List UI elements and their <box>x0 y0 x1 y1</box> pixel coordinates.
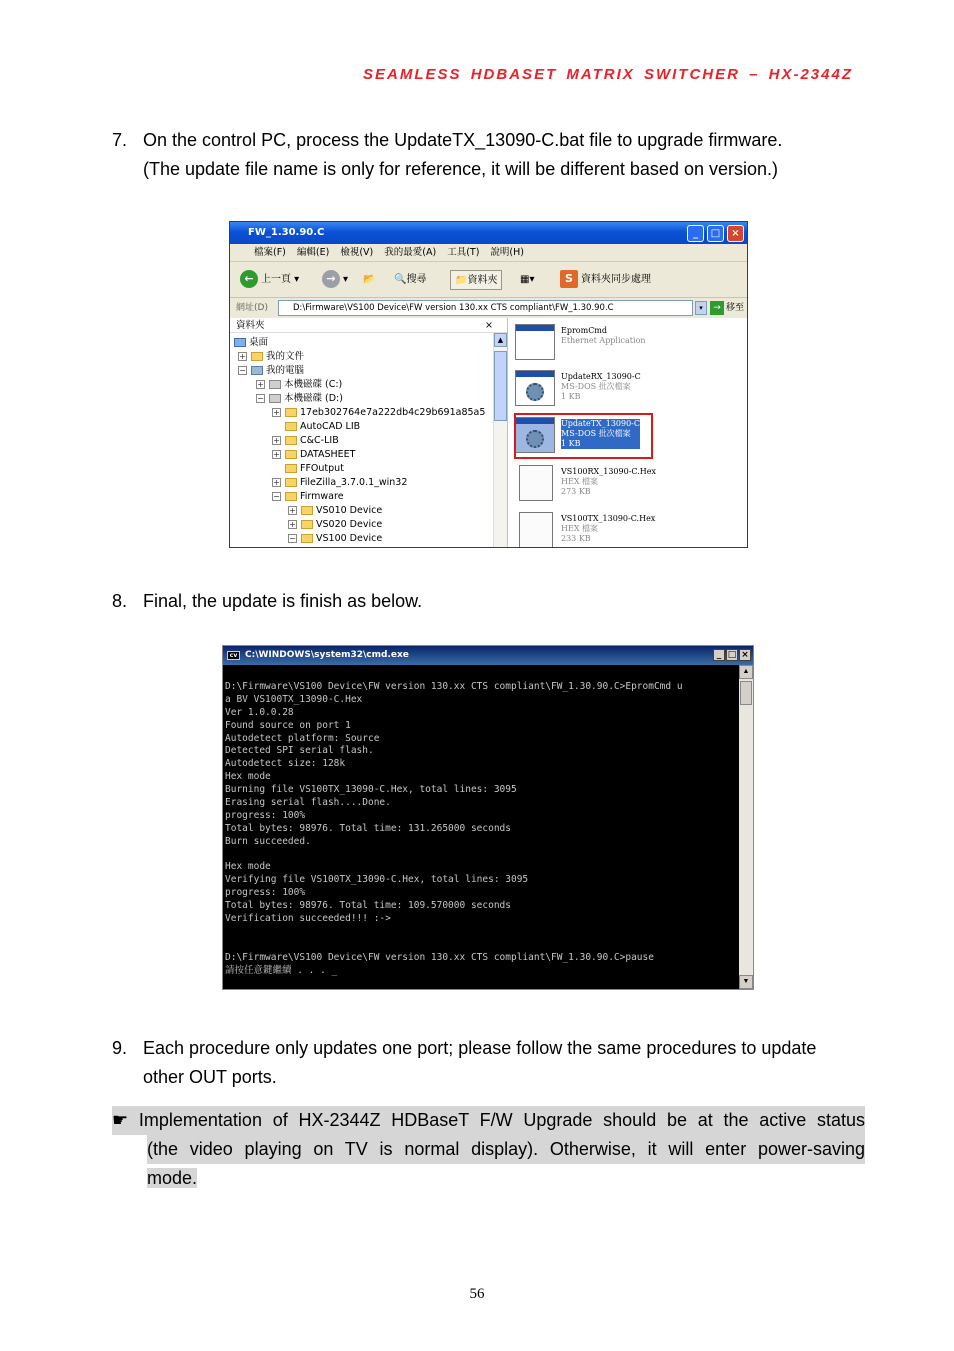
expand-icon[interactable]: + <box>239 352 246 361</box>
step-text-cont: (The update file name is only for reference, it will be different based on version.) <box>143 159 779 179</box>
folder-icon <box>285 492 297 501</box>
minimize-icon[interactable]: _ <box>713 649 725 661</box>
step-number: 7. <box>112 130 128 150</box>
console-line: Found source on port 1 <box>225 719 351 731</box>
explorer-window-screenshot <box>229 221 748 548</box>
folder-icon <box>285 436 297 445</box>
address-dropdown-icon[interactable]: ▾ <box>695 301 707 315</box>
folder-icon <box>301 506 313 515</box>
console-line: D:\Firmware\VS100 Device\FW version 130.xx CTS compliant\FW_1.30.90.C>EpromCmd u <box>225 681 683 692</box>
close-icon[interactable]: × <box>739 649 751 661</box>
address-bar <box>230 298 747 318</box>
tree-item[interactable]: − VS100 Device <box>289 533 383 544</box>
cmd-scrollbar[interactable] <box>739 665 753 989</box>
sync-button[interactable]: S 資料夾同步處理 <box>560 270 651 290</box>
folder-icon <box>285 478 297 487</box>
step-text: Each procedure only updates one port; please follow the same procedures to update <box>143 1038 817 1058</box>
cmd-title-bar <box>223 646 753 665</box>
console-line: Burning file VS100TX_13090-C.Hex, total lines: 3095 <box>225 784 517 796</box>
expand-icon[interactable]: + <box>273 478 280 487</box>
folder-icon <box>285 450 297 459</box>
expand-icon[interactable]: + <box>289 506 296 515</box>
explorer-menu-bar[interactable]: 檔案(F) 編輯(E) 檢視(V) 我的最愛(A) 工具(T) 說明(H) <box>230 244 747 262</box>
forward-button[interactable]: → ▾ <box>322 270 348 290</box>
scroll-thumb[interactable] <box>740 681 752 705</box>
console-line: 請按任意鍵繼續 . . . _ <box>225 964 338 976</box>
search-icon: 🔍 <box>394 274 407 285</box>
step-number: 8. <box>112 591 128 611</box>
explorer-title: FW_1.30.90.C <box>248 227 325 238</box>
note-line: mode. <box>147 1168 198 1188</box>
console-output <box>223 665 739 989</box>
go-button[interactable]: → 移至 <box>696 298 744 318</box>
console-line: Hex mode <box>225 771 271 783</box>
folder-icon <box>301 520 313 529</box>
maximize-icon[interactable]: □ <box>727 650 737 660</box>
console-line: Burn succeeded. <box>225 835 311 847</box>
console-line: Autodetect platform: Source <box>225 732 380 744</box>
folder-tree-pane <box>230 318 508 548</box>
step-text: On the control PC, process the UpdateTX_13090-C.bat file to upgrade firmware. <box>143 130 783 150</box>
tree-item[interactable]: + VS010 Device <box>289 505 383 516</box>
tree-item[interactable]: + C&C-LIB <box>273 435 339 446</box>
tree-scrollbar[interactable] <box>493 333 507 548</box>
console-line <box>225 939 739 952</box>
file-item[interactable]: UpdateRX_13090-C MS-DOS 批次檔案 1 KB <box>515 368 745 412</box>
console-line: Hex mode <box>225 861 271 873</box>
console-line: Total bytes: 98976. Total time: 109.570000 seconds <box>225 900 511 912</box>
views-button[interactable]: ▦▾ <box>520 274 535 285</box>
console-line: Detected SPI serial flash. <box>225 745 374 757</box>
console-line: a BV VS100TX_13090-C.Hex <box>225 693 363 705</box>
folder-icon <box>285 408 297 417</box>
step-8 <box>112 587 422 616</box>
console-line: progress: 100% <box>225 809 306 821</box>
explorer-toolbar <box>230 262 747 298</box>
cmd-window-screenshot <box>222 645 754 990</box>
computer-icon <box>251 366 263 375</box>
back-arrow-icon: ← <box>240 270 258 288</box>
explorer-title-bar <box>230 222 747 244</box>
step-text-cont: other OUT ports. <box>143 1067 277 1087</box>
folder-icon: 📁 <box>455 275 468 286</box>
views-icon: ▦ <box>520 274 530 285</box>
step-number: 9. <box>112 1038 128 1058</box>
file-item[interactable]: VS100TX_13090-C.Hex HEX 檔案 233 KB <box>515 510 745 548</box>
note-line: (the video playing on TV is normal display). Otherwise, it will enter power-saving <box>112 1135 865 1164</box>
page-number: 56 <box>469 1286 485 1302</box>
console-line: progress: 100% <box>225 887 306 899</box>
cmd-title: C:\WINDOWS\system32\cmd.exe <box>245 650 409 660</box>
forward-arrow-icon: → <box>322 270 340 288</box>
tree-item[interactable]: + VS020 Device <box>289 519 383 530</box>
collapse-icon[interactable]: − <box>273 492 280 501</box>
tree-item[interactable]: + 本機磁碟 (C:) <box>257 379 343 390</box>
step-9 <box>112 1034 865 1092</box>
drive-icon <box>269 380 281 389</box>
sync-icon: S <box>560 270 578 288</box>
go-arrow-icon: → <box>710 301 724 315</box>
search-button[interactable]: 🔍搜尋 <box>394 274 427 285</box>
console-line <box>225 849 739 862</box>
collapse-icon[interactable]: − <box>239 366 246 375</box>
console-line: Ver 1.0.0.28 <box>225 706 294 718</box>
drive-icon <box>269 394 281 403</box>
hex-file-icon <box>519 465 553 501</box>
file-item-selected[interactable]: UpdateTX_13090-C MS-DOS 批次檔案 1 KB <box>515 415 745 459</box>
note-line: ☛ Implementation of HX-2344Z HDBaseT F/W Upgrade should be at the active status <box>112 1106 865 1135</box>
folder-icon <box>285 422 297 431</box>
hex-file-icon <box>519 512 553 548</box>
console-line: Erasing serial flash....Done. <box>225 797 391 809</box>
tree-item[interactable]: − 本機磁碟 (D:) <box>257 393 343 404</box>
expand-icon[interactable]: + <box>257 380 264 389</box>
tree-item[interactable]: + FileZilla_3.7.0.1_win32 <box>273 477 408 488</box>
close-icon[interactable]: × <box>727 225 744 242</box>
folders-button[interactable]: 📁資料夾 <box>450 270 502 290</box>
desktop-icon <box>234 338 246 347</box>
file-item[interactable]: VS100RX_13090-C.Hex HEX 檔案 273 KB <box>515 463 745 507</box>
expand-icon[interactable]: + <box>273 450 280 459</box>
tree-item[interactable]: + 17eb302764e7a222db4c29b691a85a5 <box>273 407 486 418</box>
expand-icon[interactable]: + <box>289 520 296 529</box>
back-button[interactable]: ← 上一頁 ▾ <box>240 270 299 290</box>
folder-icon <box>285 464 297 473</box>
tree-item[interactable]: FFOutput <box>285 462 344 476</box>
scroll-up-icon[interactable]: ▲ <box>494 333 507 347</box>
address-input[interactable]: D:\Firmware\VS100 Device\FW version 130.xx CTS compliant\FW_1.30.90.C <box>278 300 693 316</box>
tree-item[interactable]: − 我的電腦 <box>239 365 305 376</box>
tree-close-icon[interactable]: × <box>485 320 493 331</box>
file-item[interactable]: EpromCmd Ethernet Application <box>515 322 745 366</box>
tree-item[interactable]: + 我的文件 <box>239 351 305 362</box>
console-line: D:\Firmware\VS100 Device\FW version 130.xx CTS compliant\FW_1.30.90.C>pause <box>225 951 654 963</box>
folder-icon <box>301 534 313 543</box>
address-label: 網址(D) <box>236 303 268 313</box>
scroll-down-icon[interactable]: ▼ <box>739 975 753 989</box>
red-highlight-box <box>514 413 653 459</box>
tree-item[interactable]: AutoCAD LIB <box>285 420 360 434</box>
pointing-hand-icon: ☛ <box>112 1110 129 1130</box>
up-folder-icon[interactable]: 📂 <box>363 274 376 285</box>
expand-icon[interactable]: + <box>273 436 280 445</box>
step-text: Final, the update is finish as below. <box>143 591 423 611</box>
minimize-icon[interactable]: _ <box>687 225 704 242</box>
console-line: Autodetect size: 128k <box>225 758 346 770</box>
tree-item[interactable]: 桌面 <box>234 336 268 350</box>
tree-header: 資料夾 × <box>230 318 507 333</box>
batch-file-icon <box>515 370 555 406</box>
folder-icon <box>251 352 263 361</box>
scroll-up-icon[interactable]: ▲ <box>739 665 753 679</box>
application-icon <box>515 324 555 360</box>
collapse-icon[interactable]: − <box>289 534 296 543</box>
console-line: Total bytes: 98976. Total time: 131.265000 seconds <box>225 822 511 834</box>
console-line <box>225 926 739 939</box>
maximize-icon[interactable]: □ <box>707 225 724 242</box>
console-line: Verification succeeded!!! :-> <box>225 913 391 925</box>
tree-item[interactable]: + DATASHEET <box>273 449 356 460</box>
expand-icon[interactable]: + <box>273 408 280 417</box>
tree-item[interactable]: − Firmware <box>273 491 344 502</box>
collapse-icon[interactable]: − <box>257 394 264 403</box>
console-line: Verifying file VS100TX_13090-C.Hex, total lines: 3095 <box>225 874 529 886</box>
note-block <box>112 1106 865 1193</box>
running-header: SEAMLESS HDBASET MATRIX SWITCHER – HX-2344Z <box>363 66 853 83</box>
scroll-thumb[interactable] <box>494 351 507 421</box>
step-7 <box>112 126 782 184</box>
cmd-icon: cv <box>227 651 240 660</box>
